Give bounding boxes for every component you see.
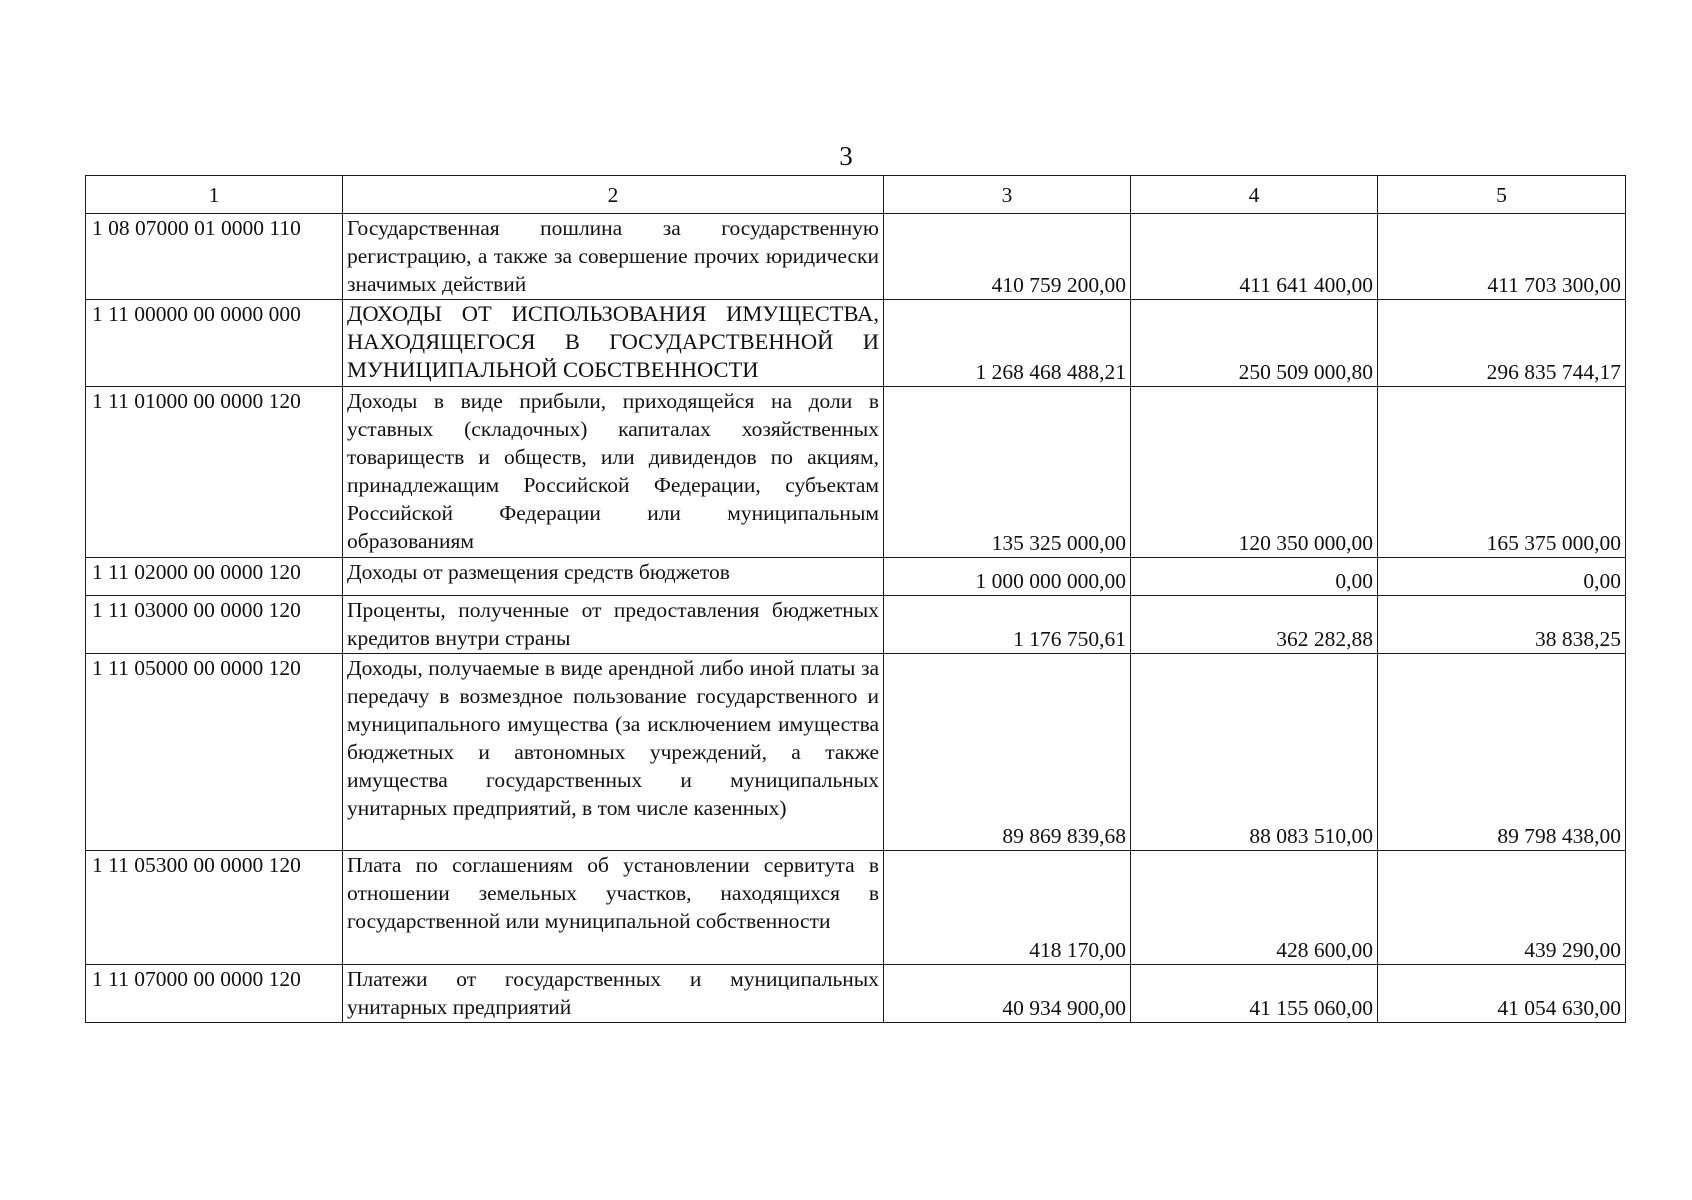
budget-code: 1 11 05300 00 0000 120 [86,851,343,965]
column-header-1: 1 [86,176,343,214]
table-header-row [86,176,1626,214]
amount-col3: 1 268 468 488,21 [884,300,1131,387]
column-header-4: 4 [1131,176,1378,214]
table-row [86,214,1626,300]
revenue-table [85,175,1626,1023]
column-header-3: 3 [884,176,1131,214]
income-description: Проценты, полученные от предоставления бюджетных кредитов внутри страны [343,596,884,654]
budget-code: 1 11 02000 00 0000 120 [86,558,343,596]
table-row [86,596,1626,654]
column-header-5: 5 [1378,176,1626,214]
amount-col5: 89 798 438,00 [1378,654,1626,851]
amount-col3: 1 176 750,61 [884,596,1131,654]
table-row [86,654,1626,851]
budget-code: 1 11 05000 00 0000 120 [86,654,343,851]
table-row [86,851,1626,965]
amount-col5: 41 054 630,00 [1378,965,1626,1023]
income-description: Доходы, получаемые в виде арендной либо иной платы за передачу в возмездное пользование государственного и муниципального имущества (за исключением имущества бюджетных и автономных учреждений, а также имущества государственных и муниципальных унитарных предприятий, в том числе казенных) [343,654,884,851]
amount-col4: 41 155 060,00 [1131,965,1378,1023]
budget-code: 1 11 00000 00 0000 000 [86,300,343,387]
column-header-2: 2 [343,176,884,214]
amount-col4: 362 282,88 [1131,596,1378,654]
amount-col4: 250 509 000,80 [1131,300,1378,387]
amount-col5: 411 703 300,00 [1378,214,1626,300]
income-description: Плата по соглашениям об установлении сервитута в отношении земельных участков, находящихся в государственной или муниципальной собственности [343,851,884,965]
amount-col3: 418 170,00 [884,851,1131,965]
amount-col4: 120 350 000,00 [1131,387,1378,558]
income-description: Платежи от государственных и муниципальных унитарных предприятий [343,965,884,1023]
amount-col5: 296 835 744,17 [1378,300,1626,387]
amount-col5: 38 838,25 [1378,596,1626,654]
amount-col5: 165 375 000,00 [1378,387,1626,558]
income-description: Государственная пошлина за государственную регистрацию, а также за совершение прочих юридически значимых действий [343,214,884,300]
amount-col4: 411 641 400,00 [1131,214,1378,300]
budget-code: 1 11 03000 00 0000 120 [86,596,343,654]
amount-col3: 89 869 839,68 [884,654,1131,851]
budget-code: 1 11 01000 00 0000 120 [86,387,343,558]
table-row [86,387,1626,558]
amount-col3: 410 759 200,00 [884,214,1131,300]
amount-col5: 0,00 [1378,558,1626,596]
amount-col5: 439 290,00 [1378,851,1626,965]
amount-col3: 1 000 000 000,00 [884,558,1131,596]
amount-col4: 428 600,00 [1131,851,1378,965]
income-description: Доходы в виде прибыли, приходящейся на доли в уставных (складочных) капиталах хозяйственных товариществ и обществ, или дивидендов по акциям, принадлежащим Российской Федерации, субъектам Российской Федерации или муниципальным образованиям [343,387,884,558]
amount-col4: 0,00 [1131,558,1378,596]
amount-col4: 88 083 510,00 [1131,654,1378,851]
budget-code: 1 08 07000 01 0000 110 [86,214,343,300]
amount-col3: 40 934 900,00 [884,965,1131,1023]
income-description: ДОХОДЫ ОТ ИСПОЛЬЗОВАНИЯ ИМУЩЕСТВА, НАХОДЯЩЕГОСЯ В ГОСУДАРСТВЕННОЙ И МУНИЦИПАЛЬНОЙ СОБСТВЕННОСТИ [343,300,884,387]
table-row [86,965,1626,1023]
amount-col3: 135 325 000,00 [884,387,1131,558]
budget-code: 1 11 07000 00 0000 120 [86,965,343,1023]
income-description: Доходы от размещения средств бюджетов [343,558,884,596]
page-number: 3 [839,141,853,171]
table-row [86,558,1626,596]
table-row [86,300,1626,387]
